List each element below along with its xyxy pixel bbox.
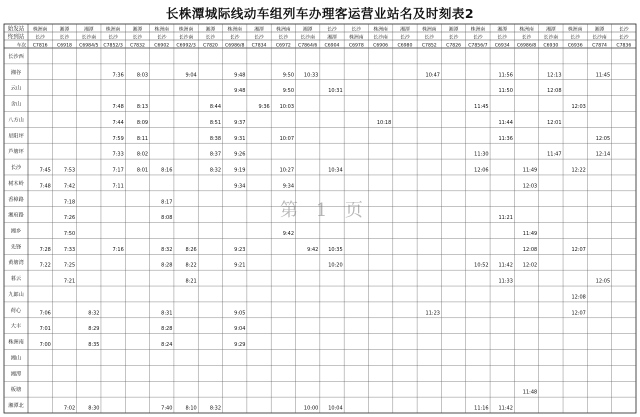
- time-cell: 9:05: [234, 310, 246, 317]
- station-name-cell: 湘潭北: [8, 403, 24, 410]
- time-cell: 10:20: [328, 262, 343, 269]
- origin-station-cell: 株洲南: [567, 27, 583, 33]
- origin-station-cell: 湘潭: [400, 27, 410, 33]
- time-cell: 12:08: [547, 88, 562, 95]
- station-name-cell: 株洲南: [8, 339, 24, 346]
- time-cell: 7:44: [112, 119, 124, 126]
- time-cell: 9:26: [234, 151, 246, 158]
- time-cell: 12:07: [571, 310, 586, 317]
- destination-station-cell: 长沙: [400, 35, 410, 41]
- time-cell: 7:53: [63, 167, 76, 174]
- origin-station-cell: 湘潭: [254, 27, 264, 33]
- time-cell: 10:33: [303, 72, 319, 79]
- station-name-cell: 长沙西: [8, 53, 24, 60]
- time-cell: 7:18: [63, 199, 76, 206]
- time-cell: 10:07: [279, 135, 295, 142]
- time-cell: 8:35: [88, 342, 100, 349]
- time-cell: 9:37: [234, 119, 246, 126]
- time-cell: 11:33: [498, 278, 513, 285]
- train-number-cell: C6904: [324, 43, 340, 49]
- destination-station-cell: 长沙南: [178, 35, 194, 41]
- time-cell: 12:08: [522, 246, 538, 253]
- station-name-cell: 黄塘湾: [8, 260, 24, 267]
- time-cell: 9:36: [258, 104, 270, 111]
- time-cell: 8:08: [161, 215, 173, 222]
- origin-station-cell: 长沙: [351, 27, 362, 33]
- time-cell: 7:28: [39, 246, 51, 253]
- station-name-cell: 湘潭: [10, 371, 22, 378]
- time-cell: 8:24: [161, 342, 173, 349]
- time-cell: 7:17: [112, 167, 124, 174]
- time-cell: 11:42: [498, 405, 513, 412]
- time-cell: 10:03: [279, 104, 295, 111]
- time-cell: 7:01: [39, 326, 51, 333]
- time-cell: 9:04: [234, 326, 246, 333]
- origin-station-cell: 长沙: [327, 27, 337, 33]
- time-cell: 10:00: [303, 405, 319, 412]
- origin-station-cell: 湘潭: [546, 27, 556, 33]
- destination-station-cell: 长沙南: [81, 35, 97, 41]
- time-cell: 7:36: [112, 72, 124, 79]
- time-cell: 7:06: [39, 310, 51, 317]
- time-cell: 8:13: [136, 104, 149, 111]
- time-cell: 11:45: [474, 104, 489, 111]
- time-cell: 12:05: [595, 135, 611, 142]
- time-cell: 10:27: [279, 167, 295, 174]
- time-cell: 7:25: [63, 262, 76, 269]
- destination-station-cell: 长沙南: [300, 35, 315, 41]
- train-number-cell: C6992/3: [176, 43, 196, 49]
- origin-station-cell: 株洲南: [105, 27, 121, 33]
- train-number-cell: C6986/8: [516, 43, 537, 49]
- station-name-cell: 湘山: [10, 355, 22, 362]
- time-cell: 7:48: [112, 104, 124, 111]
- time-cell: 11:49: [522, 231, 538, 237]
- train-number-cell: C7852/3: [103, 43, 123, 49]
- time-cell: 7:00: [39, 342, 51, 349]
- origin-station-cell: 株洲南: [519, 27, 534, 33]
- page-watermark: 第 1 页: [280, 200, 369, 221]
- time-cell: 9:31: [234, 135, 246, 142]
- origin-station-cell: 湘潭: [132, 27, 143, 33]
- time-cell: 11:47: [547, 151, 562, 158]
- time-cell: 8:38: [209, 135, 222, 142]
- time-cell: 10:47: [425, 72, 440, 79]
- time-cell: 12:05: [595, 278, 611, 285]
- time-cell: 11:16: [474, 405, 489, 412]
- time-cell: 10:04: [328, 405, 343, 412]
- origin-station-cell: 株洲南: [470, 27, 486, 33]
- time-cell: 7:45: [39, 167, 51, 174]
- time-cell: 12:02: [522, 262, 538, 269]
- train-number-cell: C6902: [154, 43, 170, 49]
- time-cell: 8:37: [209, 151, 222, 158]
- train-number-cell: C7874: [592, 43, 607, 49]
- train-number-cell: C7834: [251, 43, 267, 49]
- train-number-cell: C7826: [446, 43, 462, 49]
- time-cell: 8:31: [161, 310, 173, 317]
- destination-station-cell: 长沙: [229, 35, 240, 41]
- time-cell: 8:44: [209, 104, 222, 111]
- time-cell: 7:40: [161, 405, 173, 412]
- destination-station-cell: 长沙: [497, 35, 508, 41]
- train-number-cell: C6980: [397, 43, 413, 49]
- destination-station-cell: 长沙: [570, 35, 581, 41]
- time-cell: 8:16: [161, 167, 173, 174]
- time-cell: 8:02: [136, 151, 149, 158]
- time-cell: 7:02: [63, 405, 76, 412]
- time-cell: 8:01: [136, 167, 149, 174]
- time-cell: 8:32: [88, 310, 100, 317]
- origin-station-cell: 湘潭: [302, 27, 313, 33]
- time-cell: 8:26: [185, 246, 197, 253]
- train-number-cell: C7856/7: [468, 43, 488, 49]
- origin-station-cell: 株洲南: [32, 27, 48, 33]
- time-cell: 9:50: [282, 88, 295, 95]
- origin-station-cell: 株洲南: [422, 27, 437, 33]
- destination-station-cell: 湘潭: [327, 35, 337, 41]
- destination-station-cell: 长沙: [619, 35, 629, 41]
- time-cell: 7:21: [63, 278, 76, 285]
- origin-station-cell: 湘潭: [83, 27, 94, 33]
- origin-station-cell: 湘潭: [497, 27, 508, 33]
- origin-station-cell: 湘潭: [594, 27, 605, 33]
- time-cell: 12:14: [595, 151, 611, 158]
- time-cell: 10:31: [328, 88, 343, 95]
- time-cell: 7:33: [63, 246, 76, 253]
- train-number-cell: C6972: [275, 43, 291, 49]
- station-name-cell: 湘谷: [10, 69, 22, 76]
- time-cell: 11:50: [498, 88, 513, 95]
- time-cell: 10:18: [376, 119, 392, 126]
- time-cell: 8:09: [136, 119, 149, 126]
- time-cell: 8:28: [161, 262, 173, 269]
- station-name-cell: 芦塘坪: [8, 149, 24, 156]
- corner-origin-label: 始发站: [7, 26, 25, 33]
- time-cell: 11:21: [498, 215, 513, 222]
- origin-station-cell: 湘潭: [59, 27, 70, 33]
- destination-station-cell: 长沙: [156, 35, 167, 41]
- station-name-cell: 八方山: [8, 117, 24, 124]
- time-cell: 7:26: [63, 215, 76, 222]
- time-cell: 8:22: [185, 262, 197, 269]
- station-name-cell: 长沙: [10, 165, 22, 172]
- station-name-cell: 暮云: [10, 276, 22, 283]
- train-number-cell: C7820: [202, 43, 218, 49]
- destination-station-cell: 长沙: [108, 35, 118, 41]
- destination-station-cell: 长沙南: [543, 35, 559, 41]
- destination-station-cell: 长沙: [448, 35, 459, 41]
- time-cell: 9:48: [234, 72, 246, 79]
- time-cell: 8:17: [161, 199, 173, 206]
- time-cell: 11:44: [498, 119, 513, 126]
- time-cell: 11:48: [522, 389, 538, 396]
- station-name-cell: 板塘: [10, 387, 22, 394]
- time-cell: 9:48: [234, 88, 246, 95]
- time-cell: 12:06: [474, 167, 489, 174]
- page-title: 长株潭城际线动车组列车办理客运营业站名及时刻表2: [165, 6, 475, 21]
- time-cell: 11:45: [595, 72, 611, 79]
- time-cell: 8:30: [88, 405, 100, 412]
- time-cell: 8:32: [209, 167, 222, 174]
- train-number-cell: C6984/5: [79, 43, 99, 49]
- time-cell: 9:34: [282, 183, 295, 190]
- time-cell: 12:07: [571, 246, 586, 253]
- time-cell: 9:42: [282, 231, 295, 237]
- time-cell: 7:33: [112, 151, 124, 158]
- station-name-cell: 先锋: [10, 244, 22, 251]
- train-number-cell: C7864/6: [297, 43, 318, 49]
- time-cell: 12:03: [571, 104, 586, 111]
- time-cell: 8:03: [136, 72, 149, 79]
- train-number-cell: C7832: [129, 43, 145, 49]
- train-number-cell: C7816: [32, 43, 48, 49]
- destination-station-cell: 长沙南: [373, 35, 388, 41]
- station-name-cell: 大丰: [10, 323, 22, 330]
- time-cell: 12:22: [571, 167, 586, 174]
- time-cell: 12:08: [571, 294, 586, 301]
- time-cell: 11:30: [474, 151, 489, 158]
- train-number-cell: C6934: [494, 43, 510, 49]
- origin-station-cell: 株洲南: [373, 27, 388, 33]
- time-cell: 9:21: [234, 262, 246, 269]
- time-cell: 7:42: [63, 183, 76, 190]
- destination-station-cell: 长沙: [278, 35, 289, 41]
- time-cell: 9:04: [185, 72, 197, 79]
- time-cell: 11:42: [498, 262, 513, 269]
- time-cell: 7:48: [39, 183, 51, 190]
- train-number-cell: C6978: [348, 43, 364, 49]
- time-cell: 7:50: [63, 231, 76, 237]
- station-name-cell: 荷心: [10, 307, 22, 314]
- destination-station-cell: 长沙: [521, 35, 532, 41]
- station-name-cell: 湘乡: [10, 228, 22, 235]
- origin-station-cell: 株洲南: [178, 27, 194, 33]
- time-cell: 12:03: [522, 183, 538, 190]
- time-cell: 11:49: [522, 167, 538, 174]
- time-cell: 9:42: [307, 246, 319, 253]
- time-cell: 8:21: [185, 278, 197, 285]
- time-cell: 10:52: [474, 262, 489, 269]
- origin-station-cell: 湘潭: [205, 27, 216, 33]
- time-cell: 8:32: [209, 405, 222, 412]
- train-number-cell: C6906: [373, 43, 389, 49]
- destination-station-cell: 长沙南: [592, 35, 607, 41]
- origin-station-cell: 株洲南: [154, 27, 169, 33]
- time-cell: 7:22: [39, 262, 51, 269]
- station-name-cell: 舍山: [10, 101, 22, 108]
- destination-station-cell: 长沙: [205, 35, 216, 41]
- station-name-cell: 云山: [10, 85, 22, 92]
- time-cell: 11:36: [498, 135, 513, 142]
- time-cell: 12:01: [547, 119, 562, 126]
- train-number-cell: C6986/8: [225, 43, 245, 49]
- corner-destination-label: 终到站: [7, 34, 25, 41]
- time-cell: 7:16: [112, 246, 124, 253]
- station-name-cell: 星阳坪: [8, 133, 24, 140]
- destination-station-cell: 长沙: [59, 35, 70, 41]
- time-cell: 11:56: [498, 72, 513, 79]
- time-cell: 8:32: [161, 246, 173, 253]
- origin-station-cell: 株洲南: [227, 27, 242, 33]
- destination-station-cell: 长沙: [254, 35, 264, 41]
- destination-station-cell: 长沙: [35, 35, 45, 41]
- train-number-cell: C7852: [421, 43, 437, 49]
- time-cell: 9:34: [234, 183, 246, 190]
- origin-station-cell: 湘潭: [448, 27, 459, 33]
- time-cell: 8:10: [185, 405, 197, 412]
- destination-station-cell: 长沙: [424, 35, 435, 41]
- time-cell: 7:59: [112, 135, 124, 142]
- time-cell: 10:35: [328, 246, 343, 253]
- time-cell: 7:11: [112, 183, 124, 190]
- train-number-cell: C6930: [543, 43, 559, 49]
- destination-station-cell: 长沙: [473, 35, 483, 41]
- corner-train-label: 车次: [16, 43, 26, 49]
- train-number-cell: C6936: [567, 43, 583, 49]
- time-cell: 10:34: [328, 167, 343, 174]
- station-name-cell: 香樟路: [8, 196, 24, 203]
- time-cell: 8:11: [136, 135, 149, 142]
- train-number-cell: C6918: [57, 43, 72, 49]
- time-cell: 9:19: [234, 167, 246, 174]
- time-cell: 9:23: [234, 246, 246, 253]
- time-cell: 8:51: [209, 119, 222, 126]
- time-cell: 11:23: [425, 310, 440, 317]
- station-name-cell: 湘府路: [8, 212, 24, 219]
- origin-station-cell: 长沙: [619, 27, 629, 33]
- time-cell: 9:29: [234, 342, 246, 349]
- time-cell: 8:28: [161, 326, 173, 333]
- station-name-cell: 九郎山: [8, 291, 24, 298]
- destination-station-cell: 株洲南: [349, 35, 364, 41]
- destination-station-cell: 长沙: [132, 35, 143, 41]
- station-name-cell: 树木岭: [8, 180, 24, 187]
- time-cell: 9:50: [282, 72, 295, 79]
- train-number-cell: C7836: [616, 43, 632, 49]
- time-cell: 8:29: [88, 326, 100, 333]
- time-cell: 12:13: [547, 72, 562, 79]
- origin-station-cell: 株洲南: [276, 27, 291, 33]
